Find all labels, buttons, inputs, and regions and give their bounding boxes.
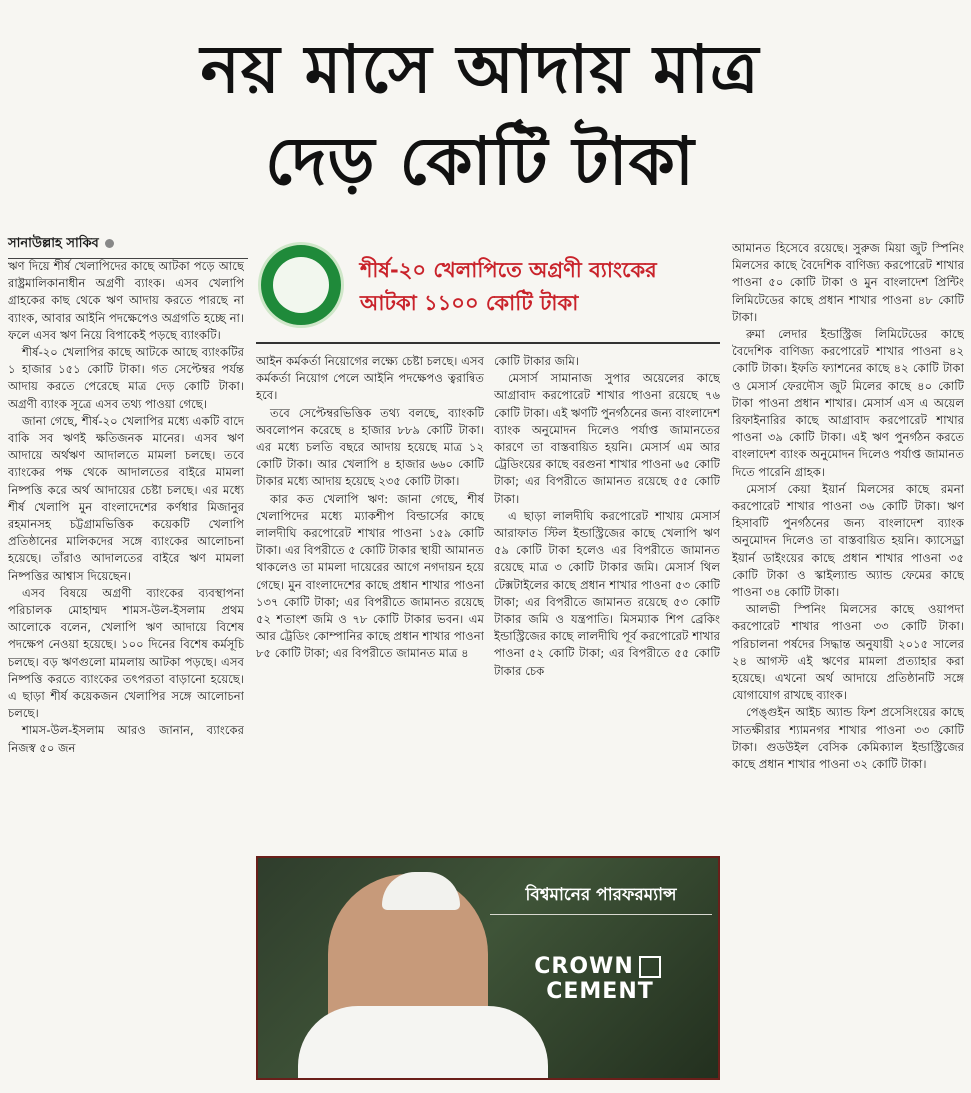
bank-logo-icon — [258, 242, 344, 328]
paragraph: পেঙ্গুইন আইচ অ্যান্ড ফিশ প্রসেসিংয়ের কাছে সাতক্ষীরার শ্যামনগর শাখার পাওনা ৩৩ কোটি টাকা। গুডউইল বেসিক কেমিক্যাল ইন্ডাস্ট্রিজের কাছে প্রধান শাখার পাওনা ৩২ কোটি টাকা। — [732, 705, 964, 772]
paragraph: মেসার্স সামানাজ সুপার অয়েলের কাছে আগ্রাবাদ করপোরেট শাখার পাওনা রয়েছে ৭৬ কোটি টাকা। এই ঋণটি পুনর্গঠনের জন্য বাংলাদেশ ব্যাংক অনুমোদন দিলেও পর্যাপ্ত জামানতের কারণে তা বাস্তবায়িত হয়নি। মেসার্স এম আর ট্রেডিংয়ের কাছে বরগুনা শাখার পাওনা ৬৫ কোটি টাকা; এর বিপরীতে জামানত রয়েছে ৫৫ কোটি টাকা। — [494, 371, 720, 506]
article-column-4 — [732, 240, 964, 1088]
headline-line-2: দেড় কোটি টাকা — [265, 123, 695, 200]
ad-brand — [484, 954, 716, 1004]
subhead-box — [256, 238, 720, 344]
bullet-icon — [105, 239, 114, 248]
ad-shirt-image — [298, 1006, 548, 1080]
ad-brand-left: CROWN — [534, 954, 634, 979]
byline — [8, 234, 248, 259]
paragraph: আলভী স্পিনিং মিলসের কাছে ওয়াপদা করপোরেট শাখার পাওনা ৩৩ কোটি টাকা। পরিচালনা পর্ষদের সিদ্ধান্ত অনুযায়ী ২০১৫ সালের ২৪ আগস্ট এই ঋণের মামলা প্রত্যাহার করা হয়েছে। এখনো অর্থ আদায়ে প্রতিষ্ঠানটি সঙ্গে যোগাযোগ রাখছে ব্যাংক। — [732, 602, 964, 703]
article-column-2 — [256, 353, 484, 846]
paragraph: কোটি টাকার জমি। — [494, 354, 579, 368]
paragraph: আমানত হিসেবে রয়েছে। সুরুজ মিয়া জুট স্পিনিং মিলসের কাছে বৈদেশিক বাণিজ্য করপোরেট শাখার পাওনা ৫০ কোটি টাকা ও মুন বাংলাদেশ প্রিন্টিং লিমিটেডের কাছে প্রধান শাখার পাওনা ৪৮ কোটি টাকা। — [732, 241, 964, 324]
paragraph: মেসার্স কেয়া ইয়ার্ন মিলসের কাছে রমনা করপোরেট শাখার পাওনা ৩৬ কোটি টাকা। ঋণ হিসাবটি পুনর্গঠনের জন্য বাংলাদেশ ব্যাংক অনুমোদন দিলেও তা বাস্তবায়িত হয়নি। ক্যাসেড্রা ইয়ার্ন ডাইংয়ের কাছে প্রধান শাখার পাওনা ৩৫ কোটি টাকা ও স্কাইল্যান্ড অ্যান্ড ফেমের কাছে পাওনা ৩৪ কোটি টাকা। — [732, 481, 964, 600]
subhead-line-1: শীর্ষ-২০ খেলাপিতে অগ্রণী ব্যাংকের — [360, 258, 657, 282]
ad-brand-right: CEMENT — [546, 979, 654, 1004]
paragraph: জানা গেছে, শীর্ষ-২০ খেলাপির মধ্যে একটি বাদে বাকি সব ঋণই ক্ষতিজনক মানের। এসব ঋণ আদায়ে অর্থঋণ আদালতে মামলা চলছে। তবে ব্যাংকের পক্ষ থেকে আদালতের বাইরে মামলা নিষ্পত্তি করে অর্থ আদায়ের চেষ্টা চলছে। এর মধ্যে শীর্ষ খেলাপি মুন বাংলাদেশের কর্ণধার মিজানুর রহমানসহ চট্টগ্রামভিত্তিক কয়েকটি খেলাপি প্রতিষ্ঠানের মালিকদের সঙ্গে ব্যাংকের আলোচনা হয়েছে। তাঁরাও আদালতের বাইরে ঋণ মামলা নিষ্পত্তির আশ্বাস দিয়েছেন। — [8, 413, 244, 583]
paragraph: কার কত খেলাপি ঋণ: জানা গেছে, শীর্ষ খেলাপিদের মধ্যে ম্যাকশীপ বিল্ডার্সের কাছে লালদীঘি করপোরেট শাখার পাওনা ১৫৯ কোটি টাকা। এর বিপরীতে ৫ কোটি টাকার স্থায়ী আমানত থাকলেও তা মামলা দায়েরের আগে নগদায়ন হয়ে গেছে। মুন বাংলাদেশের কাছে প্রধান শাখার পাওনা ১৩৭ কোটি টাকা; এর বিপরীতে জামানত রয়েছে ৫২ শতাংশ জমি ও ৭৮ কোটি টাকার ভবন। এম আর ট্রেডিং কোম্পানির কাছে প্রধান শাখার পাওনা ৮৫ কোটি টাকা; এর বিপরীতে জামানত মাত্র ৪ — [256, 491, 484, 661]
article-column-3 — [494, 353, 720, 846]
paragraph: আইন কর্মকর্তা নিয়োগের লক্ষ্যে চেষ্টা চলছে। এসব কর্মকর্তা নিয়োগ পেলে আইনি পদক্ষেপও ত্বরান্বিত হবে। — [256, 354, 484, 403]
paragraph: এ ছাড়া লালদীঘি করপোরেট শাখায় মেসার্স আরাফাত স্টিল ইন্ডাস্ট্রিজের কাছে খেলাপি ঋণ ৫৯ কোটি টাকা হলেও এর বিপরীতে জামানত রয়েছে মাত্র ৩ কোটি টাকার জমি। মেসার্স থিল টেক্সটাইলের কাছে প্রধান শাখার পাওনা ৫৩ কোটি টাকা; এর বিপরীতে জামানত রয়েছে ৫৩ কোটি টাকার জমি ও যন্ত্রপাতি। মিসম্যাক শিপ ব্রেকিং ইন্ডাস্ট্রিজের কাছে লালদীঘি পূর্ব করপোরেট শাখার পাওনা ৫২ কোটি টাকা; এর বিপরীতে ৫৫ কোটি টাকার চেক — [494, 508, 720, 678]
paragraph: এসব বিষয়ে অগ্রণী ব্যাংকের ব্যবস্থাপনা পরিচালক মোহাম্মদ শামস-উল-ইসলাম প্রথম আলোকে বলেন, খেলাপি ঋণ আদায়ে বিশেষ পদক্ষেপ নেওয়া হয়েছে। ১০০ দিনের বিশেষ কর্মসূচি চলছে। বড় ঋণগুলো মামলায় আটকা পড়ছে। এসব নিষ্পত্তি করতে ব্যাংকের তৎপরতা বাড়ানো হয়েছে। এ ছাড়া শীর্ষ কয়েকজন খেলাপির সঙ্গে আলোচনা চলছে। — [8, 585, 244, 721]
paragraph: শামস-উল-ইসলাম আরও জানান, ব্যাংকের নিজস্ব ৫০ জন — [8, 723, 244, 755]
paragraph: শীর্ষ-২০ খেলাপির কাছে আটকে আছে ব্যাংকটির ১ হাজার ১৫১ কোটি টাকা। গত সেপ্টেম্বর পর্যন্ত আদায় করতে পেরেছে মাত্র দেড় কোটি টাকা। অগ্রণী ব্যাংক সূত্রে এসব তথ্য পাওয়া গেছে। — [8, 345, 244, 411]
headline-line-1: নয় মাসে আদায় মাত্র — [200, 31, 760, 108]
advertisement[interactable] — [256, 856, 720, 1080]
byline-author: সানাউল্লাহ সাকিব — [8, 236, 99, 251]
article-column-1 — [8, 258, 244, 1088]
paragraph: ঋণ দিয়ে শীর্ষ খেলাপিদের কাছে আটকা পড়ে আছে রাষ্ট্রমালিকানাধীন অগ্রণী ব্যাংক। এসব খেলাপি গ্রাহকের কাছ থেকে ঋণ আদায় করতে পারছে না ব্যাংক, আবার আইনি পদক্ষেপেও অগ্রগতি হচ্ছে না। ফলে এসব ঋণ নিয়ে বিপাকেই পড়ছে ব্যাংকটি। — [8, 259, 244, 342]
paragraph: রুমা লেদার ইন্ডাস্ট্রিজ লিমিটেডের কাছে বৈদেশিক বাণিজ্য করপোরেট শাখার পাওনা ৪২ কোটি টাকা। ইফতি ফ্যাশনের কাছে ৪২ কোটি টাকা ও মেসার্স ফেরদৌস জুট মিলের কাছে ৪০ কোটি টাকা পাওনা প্রধান শাখার। মেসার্স এস এ অয়েল রিফাইনারির কাছে আগ্রাবাদ করপোরেট শাখার পাওনা ৩৯ কোটি টাকা। এই ঋণ পুনর্গঠন করতে বাংলাদেশ ব্যাংক অনুমোদন দিলেও পর্যাপ্ত জামানত দিতে পারেনি গ্রাহক। — [732, 327, 964, 479]
ad-tagline: বিশ্বমানের পারফরম্যান্স — [525, 885, 677, 905]
subhead-line-2: আটকা ১১০০ কোটি টাকা — [360, 291, 579, 315]
crown-logo-icon — [639, 956, 661, 978]
bank-logo-emblem — [273, 257, 329, 313]
subhead — [360, 254, 720, 320]
ad-divider — [490, 914, 712, 915]
paragraph: তবে সেপ্টেম্বরভিত্তিক তথ্য বলছে, ব্যাংকটি অবলোপন করেছে ৪ হাজার ৮৮৯ কোটি টাকা। এর মধ্যে চলতি বছরে আদায় হয়েছে মাত্র ১২ কোটি টাকা। আর খেলাপি ৪ হাজার ৬৬০ কোটি টাকার মধ্যে আদায় হয়েছে ২৩৫ কোটি টাকা। — [256, 405, 484, 489]
